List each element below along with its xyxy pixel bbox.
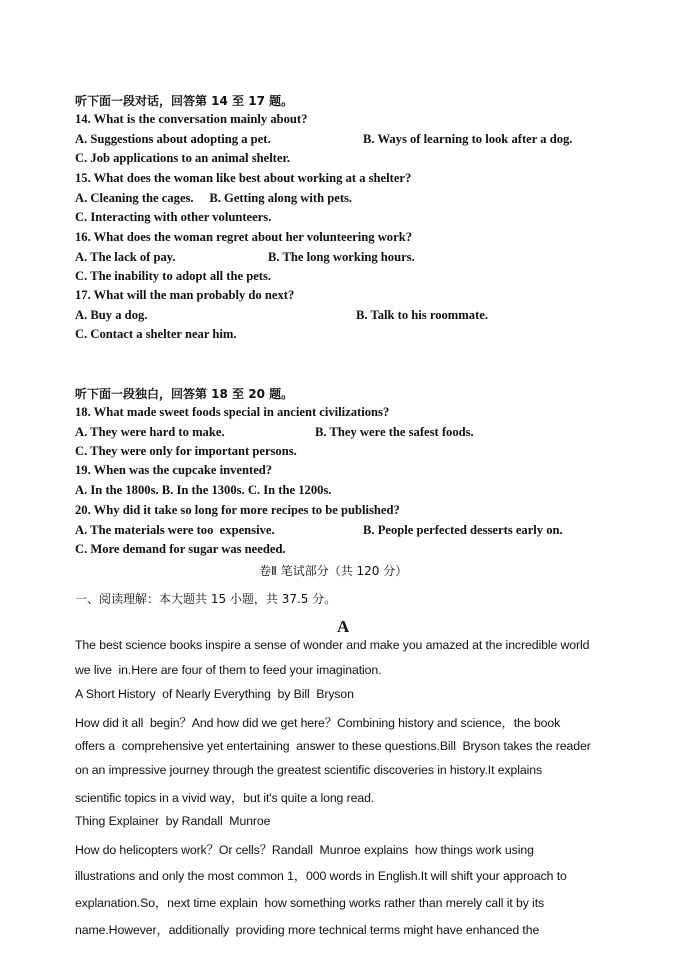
passage-line: we live in.Here are four of them to feed your imagination.: [75, 663, 382, 677]
question-14: 14. What is the conversation mainly about?: [75, 112, 308, 126]
option-18-a: A. They were hard to make.: [75, 425, 225, 439]
option-16-c: C. The inability to adopt all the pets.: [75, 269, 272, 283]
section-header-14-17: 听下面一段对话，回答第 14 至 17 题。: [75, 94, 294, 108]
option-17-a: A. Buy a dog.: [75, 308, 148, 322]
question-16: 16. What does the woman regret about her volunteering work?: [75, 230, 412, 244]
option-17-b: B. Talk to his roommate.: [356, 308, 489, 322]
book-title-thing-explainer: Thing Explainer by Randall Munroe: [75, 814, 271, 828]
passage-line: name.However，additionally providing more technical terms might have enhanced the: [75, 923, 540, 937]
passage-line: scientific topics in a vivid way，but it's quite a long read.: [75, 791, 375, 805]
option-20-c: C. More demand for sugar was needed.: [75, 542, 286, 556]
option-15-ab: A. Cleaning the cages. B. Getting along with pets.: [75, 191, 353, 205]
question-19: 19. When was the cupcake invented?: [75, 463, 273, 477]
question-18: 18. What made sweet foods special in ancient civilizations?: [75, 405, 390, 419]
passage-line: explanation.So，next time explain how something works rather than merely call it by its: [75, 896, 545, 910]
option-20-b: B. People perfected desserts early on.: [363, 523, 563, 537]
question-17: 17. What will the man probably do next?: [75, 288, 295, 302]
question-15: 15. What does the woman like best about working at a shelter?: [75, 171, 412, 185]
option-14-a: A. Suggestions about adopting a pet.: [75, 132, 271, 146]
question-20: 20. Why did it take so long for more recipes to be published?: [75, 503, 400, 517]
passage-line: on an impressive journey through the greatest scientific discoveries in history.It explains: [75, 763, 543, 777]
option-14-c: C. Job applications to an animal shelter.: [75, 151, 291, 165]
options-19: A. In the 1800s. B. In the 1300s. C. In the 1200s.: [75, 483, 332, 497]
part-two-title: 卷Ⅱ 笔试部分（共 120 分）: [259, 564, 408, 578]
option-20-a: A. The materials were too expensive.: [75, 523, 275, 537]
passage-line: The best science books inspire a sense of wonder and make you amazed at the incredible world: [75, 638, 590, 652]
book-title-short-history: A Short History of Nearly Everything by Bill Bryson: [75, 687, 354, 701]
option-18-b: B. They were the safest foods.: [315, 425, 474, 439]
option-16-b: B. The long working hours.: [268, 250, 415, 264]
passage-line: How do helicopters work？Or cells？Randall Munroe explains how things work using: [75, 843, 534, 857]
reading-section-header: 一、阅读理解：本大题共 15 小题，共 37.5 分。: [75, 592, 337, 606]
option-15-c: C. Interacting with other volunteers.: [75, 210, 272, 224]
option-18-c: C. They were only for important persons.: [75, 444, 297, 458]
passage-line: How did it all begin？And how did we get here？Combining history and science，the book: [75, 716, 561, 730]
option-14-b: B. Ways of learning to look after a dog.: [363, 132, 573, 146]
passage-line: offers a comprehensive yet entertaining answer to these questions.Bill Bryson takes the reader: [75, 739, 591, 753]
passage-line: illustrations and only the most common 1，000 words in English.It will shift your approach to: [75, 869, 567, 883]
section-header-18-20: 听下面一段独白，回答第 18 至 20 题。: [75, 387, 294, 401]
passage-letter: A: [337, 617, 350, 636]
option-16-a: A. The lack of pay.: [75, 250, 176, 264]
option-17-c: C. Contact a shelter near him.: [75, 327, 237, 341]
